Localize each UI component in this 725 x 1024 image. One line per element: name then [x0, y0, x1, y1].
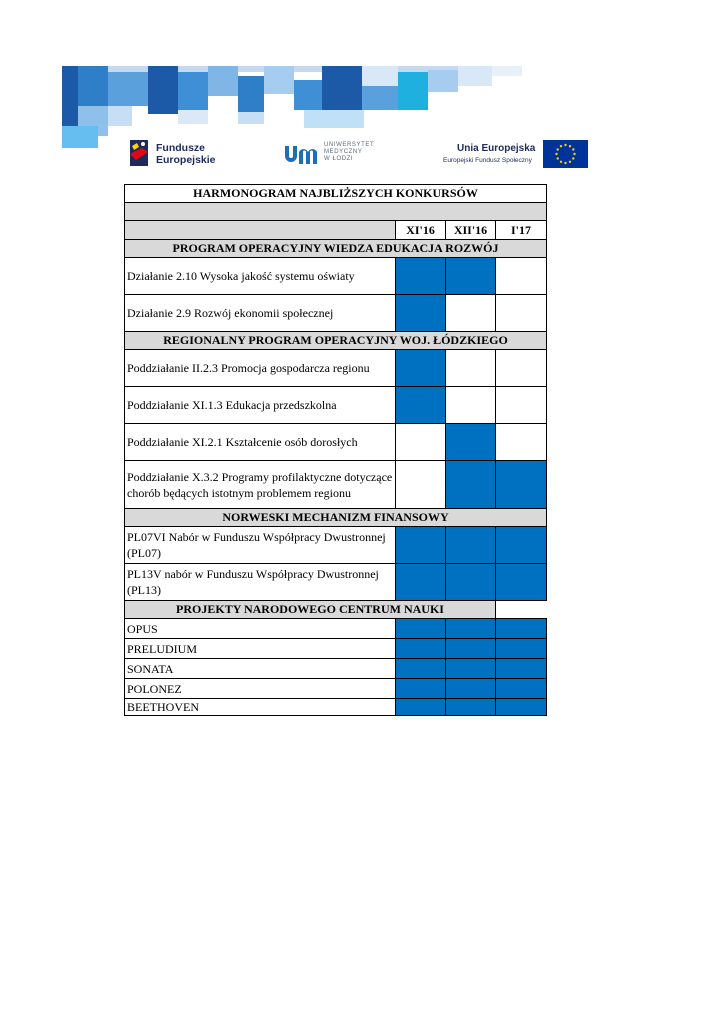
section-header: PROJEKTY NARODOWEGO CENTRUM NAUKI	[125, 601, 496, 619]
um-lodz-logo	[284, 142, 394, 168]
table-row	[125, 527, 547, 564]
row-label: Poddziałanie XI.2.1 Kształcenie osób dorosłych	[125, 424, 396, 461]
row-label: OPUS	[125, 619, 396, 639]
schedule-cell-empty	[496, 258, 547, 295]
schedule-cell-empty	[496, 350, 547, 387]
schedule-cell-empty	[446, 350, 496, 387]
schedule-cell-filled	[396, 619, 446, 639]
ue-subtitle: Europejski Fundusz Społeczny	[443, 157, 532, 164]
fe-flag-icon	[128, 138, 150, 168]
table-row	[125, 295, 547, 332]
table-row	[125, 679, 547, 699]
row-label: SONATA	[125, 659, 396, 679]
schedule-cell-empty	[496, 424, 547, 461]
um-logo-text: UNIWERSYTET MEDYCZNY W ŁODZI	[324, 142, 375, 162]
column-header: XII'16	[446, 221, 496, 240]
row-label: Poddziałanie II.2.3 Promocja gospodarcza regionu	[125, 350, 396, 387]
row-label: PRELUDIUM	[125, 639, 396, 659]
ue-title: Unia Europejska	[457, 143, 536, 154]
table-row	[125, 424, 547, 461]
schedule-cell-filled	[396, 527, 446, 564]
schedule-cell-filled	[496, 639, 547, 659]
schedule-cell-filled	[396, 350, 446, 387]
row-label: PL07VI Nabór w Funduszu Współpracy Dwustronnej (PL07)	[125, 527, 396, 564]
header-mosaic	[62, 66, 522, 148]
schedule-cell-filled	[496, 461, 547, 509]
empty-cell	[496, 601, 547, 619]
schedule-cell-filled	[446, 461, 496, 509]
schedule-cell-empty	[396, 424, 446, 461]
schedule-cell-filled	[496, 699, 547, 716]
schedule-cell-empty	[396, 461, 446, 509]
header-spacer	[125, 203, 547, 221]
schedule-cell-filled	[396, 639, 446, 659]
section-header: NORWESKI MECHANIZM FINANSOWY	[125, 509, 547, 527]
column-header: I'17	[496, 221, 547, 240]
table-row	[125, 461, 547, 509]
schedule-cell-empty	[496, 295, 547, 332]
schedule-cell-empty	[446, 295, 496, 332]
section-header: PROGRAM OPERACYJNY WIEDZA EDUKACJA ROZWÓJ	[125, 240, 547, 258]
schedule-cell-filled	[496, 679, 547, 699]
schedule-table	[124, 184, 547, 716]
schedule-cell-filled	[396, 659, 446, 679]
schedule-cell-filled	[446, 639, 496, 659]
schedule-cell-filled	[446, 619, 496, 639]
table-row	[125, 258, 547, 295]
schedule-cell-filled	[496, 527, 547, 564]
table-row	[125, 699, 547, 716]
table-title: HARMONOGRAM NAJBLIŻSZYCH KONKURSÓW	[125, 185, 547, 203]
table-row	[125, 350, 547, 387]
fe-logo-text: Fundusze Europejskie	[156, 142, 216, 166]
table-row	[125, 659, 547, 679]
row-label: Działanie 2.10 Wysoka jakość systemu oświaty	[125, 258, 396, 295]
row-label: BEETHOVEN	[125, 699, 396, 716]
fundusze-europejskie-logo	[128, 138, 228, 172]
schedule-cell-empty	[496, 387, 547, 424]
schedule-cell-filled	[496, 659, 547, 679]
row-label: Poddziałanie X.3.2 Programy profilaktyczne dotyczące chorób będących istotnym problemem regionu	[125, 461, 396, 509]
column-header-spacer	[125, 221, 396, 240]
table-row	[125, 619, 547, 639]
schedule-cell-filled	[396, 679, 446, 699]
eu-flag-icon	[543, 140, 588, 168]
table-row	[125, 564, 547, 601]
schedule-cell-empty	[446, 387, 496, 424]
schedule-cell-filled	[396, 387, 446, 424]
table-row	[125, 387, 547, 424]
schedule-cell-filled	[496, 619, 547, 639]
row-label: Działanie 2.9 Rozwój ekonomii społecznej	[125, 295, 396, 332]
schedule-cell-filled	[446, 679, 496, 699]
schedule-cell-filled	[396, 564, 446, 601]
schedule-cell-filled	[446, 699, 496, 716]
column-header: XI'16	[396, 221, 446, 240]
section-header: REGIONALNY PROGRAM OPERACYJNY WOJ. ŁÓDZKIEGO	[125, 332, 547, 350]
schedule-cell-filled	[446, 564, 496, 601]
schedule-cell-filled	[396, 295, 446, 332]
table-row	[125, 639, 547, 659]
schedule-cell-filled	[396, 258, 446, 295]
schedule-cell-filled	[446, 258, 496, 295]
schedule-cell-filled	[446, 527, 496, 564]
row-label: Poddziałanie XI.1.3 Edukacja przedszkolna	[125, 387, 396, 424]
schedule-cell-filled	[496, 564, 547, 601]
schedule-cell-filled	[396, 699, 446, 716]
schedule-cell-filled	[446, 659, 496, 679]
unia-europejska-logo	[443, 140, 593, 170]
um-mark-icon	[284, 144, 320, 164]
row-label: PL13V nabór w Funduszu Współpracy Dwustronnej (PL13)	[125, 564, 396, 601]
schedule-cell-filled	[446, 424, 496, 461]
row-label: POLONEZ	[125, 679, 396, 699]
